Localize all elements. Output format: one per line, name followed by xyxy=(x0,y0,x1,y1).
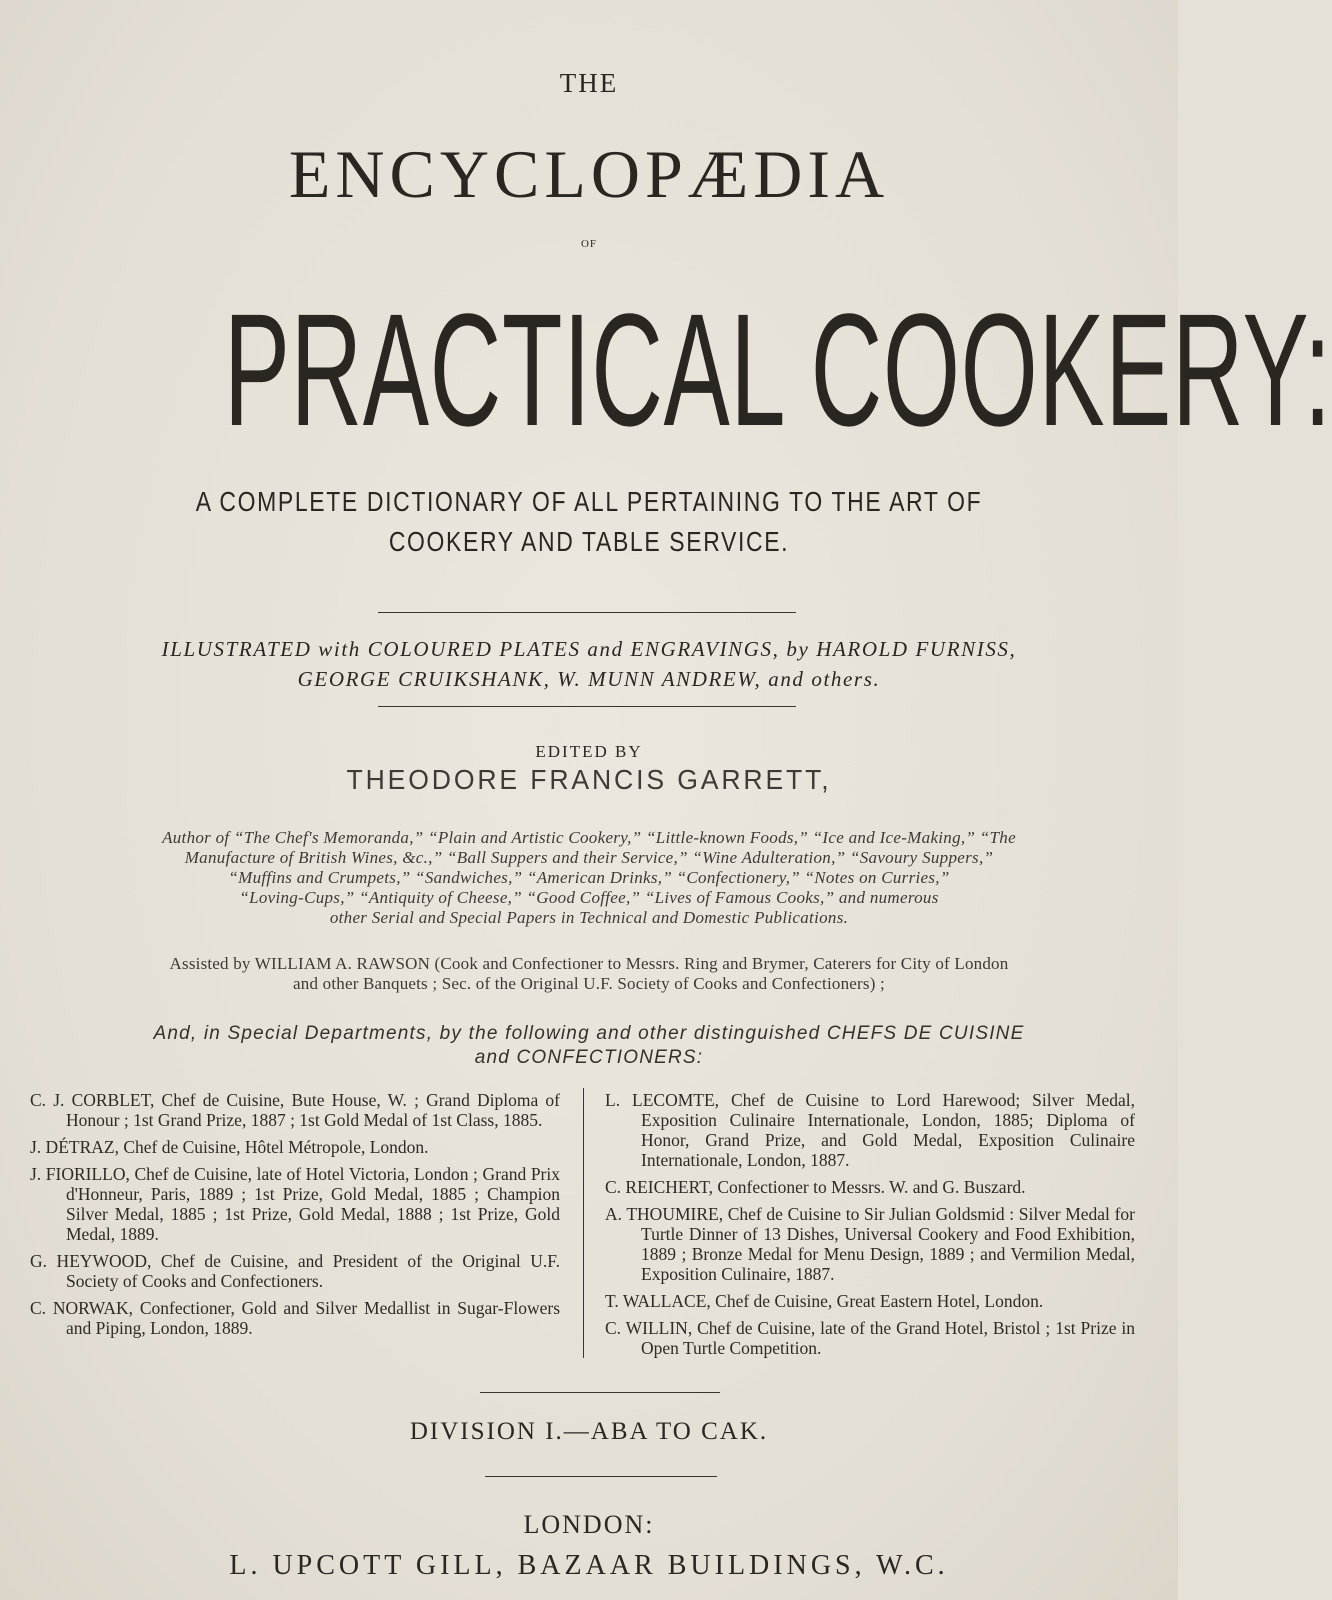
divider-rule xyxy=(378,706,796,707)
illustrated-line-1: ILLUSTRATED with COLOURED PLATES and ENGRAVINGS, by HAROLD FURNISS, xyxy=(161,637,1017,661)
title-of: OF xyxy=(580,238,598,250)
author-line: Manufacture of British Wines, &c.,” “Ball Suppers and their Service,” “Wine Adulteration,” “Savoury Suppers,” xyxy=(184,848,994,867)
divider-rule xyxy=(485,1476,717,1477)
title-the: THE xyxy=(559,68,619,98)
editor-name: THEODORE FRANCIS GARRETT, xyxy=(346,764,832,795)
chefs-right-column xyxy=(605,1090,1135,1365)
chef-entry: T. WALLACE, Chef de Cuisine, Great Eastern Hotel, London. xyxy=(605,1291,1044,1311)
imprint-publisher: L. UPCOTT GILL, BAZAAR BUILDINGS, W.C. xyxy=(229,1550,949,1581)
title-encyclopaedia: ENCYCLOPÆDIA xyxy=(288,136,890,212)
assisted-line: Assisted by WILLIAM A. RAWSON (Cook and Confectioner to Messrs. Ring and Brymer, Caterers for City of London xyxy=(169,954,1009,973)
special-line-1: And, in Special Departments, by the following and other distinguished CHEFS DE CUISINE xyxy=(153,1023,1025,1044)
chef-entry: J. FIORILLO, Chef de Cuisine, late of Hotel Victoria, London ; Grand Prix d'Honneur, Paris, 1889 ; 1st Prize, Gold Medal, 1885 ; Champion Silver Medal, 1885 ; 1st Prize, Gold Medal, 1888 ; 1st Prize, Gold Medal, 1889. xyxy=(30,1164,560,1244)
chefs-left-column xyxy=(30,1090,560,1345)
author-works xyxy=(30,828,1148,928)
chef-entry: J. DÉTRAZ, Chef de Cuisine, Hôtel Métropole, London. xyxy=(30,1137,429,1157)
subtitle-line-2: COOKERY AND TABLE SERVICE. xyxy=(388,526,790,557)
subtitle xyxy=(106,482,1072,562)
divider-rule xyxy=(378,612,796,613)
chef-entry: A. THOUMIRE, Chef de Cuisine to Sir Julian Goldsmid : Silver Medal for Turtle Dinner of 13 Dishes, Universal Cookery and Food Exhibition, 1889 ; Bronze Medal for Menu Design, 1889 ; and Vermilion Medal, Exposition Culinaire, 1887. xyxy=(605,1204,1135,1284)
title-practical-cookery: PRACTICAL COOKERY: xyxy=(223,280,1332,459)
chef-entry: L. LECOMTE, Chef de Cuisine to Lord Harewood; Silver Medal, Exposition Culinaire Internationale, London, 1885; Diploma of Honor, Grand Prize, and Gold Medal, Exposition Culinaire Internationale, London, 1887. xyxy=(605,1090,1135,1170)
author-line: other Serial and Special Papers in Technical and Domestic Publications. xyxy=(329,908,849,927)
chef-entry: C. NORWAK, Confectioner, Gold and Silver Medallist in Sugar-Flowers and Piping, London, 1889. xyxy=(30,1298,560,1338)
author-line: Author of “The Chef's Memoranda,” “Plain and Artistic Cookery,” “Little-known Foods,” “Ice and Ice-Making,” “The xyxy=(162,828,1016,847)
illustrated-credits xyxy=(0,634,1178,694)
assisted-by xyxy=(28,954,1150,994)
illustrated-line-2: GEORGE CRUIKSHANK, W. MUNN ANDREW, and others. xyxy=(297,667,881,691)
chef-entry: G. HEYWOOD, Chef de Cuisine, and President of the Original U.F. Society of Cooks and Confectioners. xyxy=(30,1251,560,1291)
subtitle-line-1: A COMPLETE DICTIONARY OF ALL PERTAINING TO THE ART OF xyxy=(195,486,983,517)
division-label: DIVISION I.—ABA TO CAK. xyxy=(409,1418,769,1445)
special-departments xyxy=(0,1022,1178,1070)
author-line: “Loving-Cups,” “Antiquity of Cheese,” “Good Coffee,” “Lives of Famous Cooks,” and numerous xyxy=(239,888,939,907)
assisted-line: and other Banquets ; Sec. of the Original U.F. Society of Cooks and Confectioners) ; xyxy=(293,974,885,993)
chef-entry: C. REICHERT, Confectioner to Messrs. W. and G. Buszard. xyxy=(605,1177,1026,1197)
column-divider xyxy=(583,1088,584,1358)
special-line-2: and CONFECTIONERS: xyxy=(474,1047,704,1068)
divider-rule xyxy=(480,1392,720,1393)
chef-entry: C. J. CORBLET, Chef de Cuisine, Bute House, W. ; Grand Diploma of Honour ; 1st Grand Prize, 1887 ; 1st Gold Medal of 1st Class, 1885. xyxy=(30,1090,560,1130)
author-line: “Muffins and Crumpets,” “Sandwiches,” “American Drinks,” “Confectionery,” “Notes on Curries,” xyxy=(228,868,950,887)
chef-entry: C. WILLIN, Chef de Cuisine, late of the Grand Hotel, Bristol ; 1st Prize in Open Turtle Competition. xyxy=(605,1318,1135,1358)
edited-by-label: EDITED BY xyxy=(535,742,643,761)
imprint-place: LONDON: xyxy=(523,1510,655,1539)
